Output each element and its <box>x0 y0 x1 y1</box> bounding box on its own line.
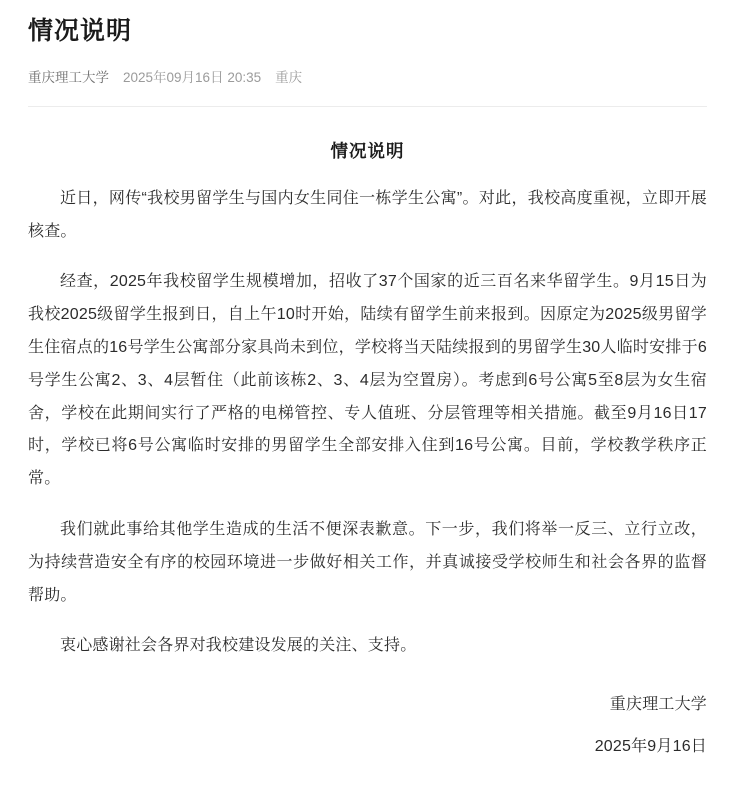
signature-organization: 重庆理工大学 <box>609 696 707 714</box>
article-body <box>0 137 735 789</box>
page-title: 情况说明 <box>28 17 133 45</box>
article-location: 重庆 <box>275 70 303 85</box>
paragraph: 近日，网传“我校男留学生与国内女生同住一栋学生公寓”。对此，我校高度重视，立即开展核查。 <box>28 189 707 240</box>
paragraph: 衷心感谢社会各界对我校建设发展的关注、支持。 <box>60 637 417 655</box>
paragraph: 我们就此事给其他学生造成的生活不便深表歉意。下一步，我们将举一反三、立行立改，为持续营造安全有序的校园环境进一步做好相关工作，并真诚接受学校师生和社会各界的监督帮助。 <box>28 521 707 604</box>
header-divider <box>28 106 707 107</box>
paragraph: 经查，2025年我校留学生规模增加，招收了37个国家的近三百名来华留学生。9月15日为我校2025级留学生报到日，自上午10时开始，陆续有留学生前来报到。因原定为2025级男留学生住宿点的16号学生公寓部分家具尚未到位，学校将当天陆续报到的男留学生30人临时安排于6号学生公寓2、3、4层暂住（此前该栋2、3、4层为空置房）。考虑到6号公寓5至8层为女生宿舍，学校在此期间实行了严格的电梯管控、专人值班、分层管理等相关措施。截至9月16日17时，学校已将6号公寓临时安排的男留学生全部安排入住到16号公寓。目前，学校教学秩序正常。 <box>28 273 707 488</box>
article-timestamp: 2025年09月16日 20:35 <box>123 70 262 85</box>
article-source: 重庆理工大学 <box>28 70 109 85</box>
article-meta <box>28 69 707 88</box>
signature-date: 2025年9月16日 <box>594 738 707 756</box>
document-title: 情况说明 <box>330 140 405 161</box>
article-header <box>0 0 735 107</box>
